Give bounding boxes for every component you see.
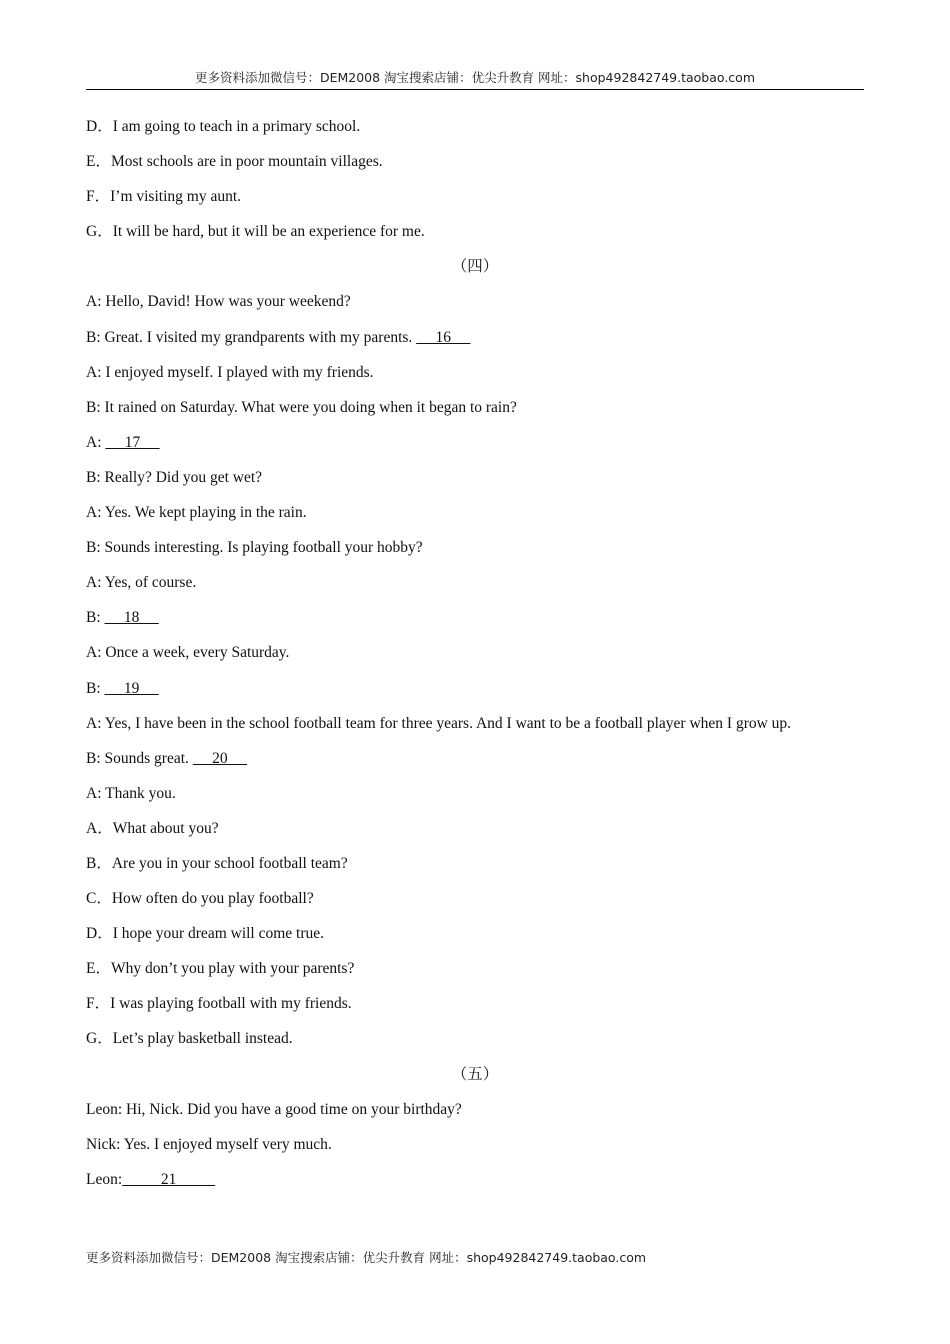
dialogue-line: B: Great. I visited my grandparents with my parents. 16: [86, 328, 471, 346]
dialogue-line: B: Really? Did you get wet?: [86, 468, 263, 486]
option-c: C．How often do you play football?: [86, 890, 314, 908]
page-header: 更多资料添加微信号：DEM2008 淘宝搜索店铺：优尖升教育 网址：shop492842749.taobao.com: [86, 68, 864, 90]
dialogue-line: A: Yes, of course.: [86, 574, 197, 592]
option-d-prev: D．I am going to teach in a primary school.: [86, 118, 361, 135]
option-e: E．Why don’t you play with your parents?: [86, 960, 355, 978]
dialogue-line: A: I enjoyed myself. I played with my friends.: [86, 363, 374, 381]
blank-17: 17: [105, 433, 160, 451]
option-b: B．Are you in your school football team?: [86, 854, 348, 872]
blank-20: 20: [192, 749, 248, 767]
page-footer: 更多资料添加微信号：DEM2008 淘宝搜索店铺：优尖升教育 网址：shop492842749.taobao.com: [86, 1250, 647, 1265]
blank-21: 21: [122, 1170, 216, 1188]
section-5-title: （五）: [451, 1065, 499, 1083]
dialogue-line: A: Yes, I have been in the school football team for three years. And I want to be a football player when I grow up.: [86, 714, 792, 732]
option-g: G．Let’s play basketball instead.: [86, 1030, 293, 1048]
dialogue-line: A: Thank you.: [86, 784, 176, 802]
option-f-prev: F．I’m visiting my aunt.: [86, 188, 242, 206]
dialogue-line: Leon: Hi, Nick. Did you have a good time on your birthday?: [86, 1100, 462, 1118]
dialogue-line: B: It rained on Saturday. What were you doing when it began to rain?: [86, 398, 517, 416]
dialogue-line: Nick: Yes. I enjoyed myself very much.: [86, 1135, 332, 1153]
dialogue-line: B: 19: [86, 679, 159, 697]
dialogue-line: A: Once a week, every Saturday.: [86, 644, 290, 662]
blank-19: 19: [104, 679, 159, 697]
option-a: A．What about you?: [86, 819, 219, 837]
option-d: D．I hope your dream will come true.: [86, 925, 325, 943]
option-f: F．I was playing football with my friends.: [86, 995, 352, 1013]
blank-18: 18: [104, 609, 159, 627]
dialogue-line: B: Sounds great. 20: [86, 749, 248, 767]
document-body: [86, 117, 886, 1205]
blank-16: 16: [416, 328, 471, 346]
section-4-title: （四）: [451, 258, 499, 276]
dialogue-line: A: 17: [86, 433, 160, 451]
option-g-prev: G．It will be hard, but it will be an experience for me.: [86, 223, 425, 241]
dialogue-line: A: Hello, David! How was your weekend?: [86, 293, 351, 311]
dialogue-line: B: Sounds interesting. Is playing football your hobby?: [86, 539, 423, 557]
dialogue-line: B: 18: [86, 609, 159, 627]
option-e-prev: E．Most schools are in poor mountain villages.: [86, 153, 383, 171]
dialogue-line: Leon: 21: [86, 1170, 216, 1188]
dialogue-line: A: Yes. We kept playing in the rain.: [86, 504, 307, 522]
